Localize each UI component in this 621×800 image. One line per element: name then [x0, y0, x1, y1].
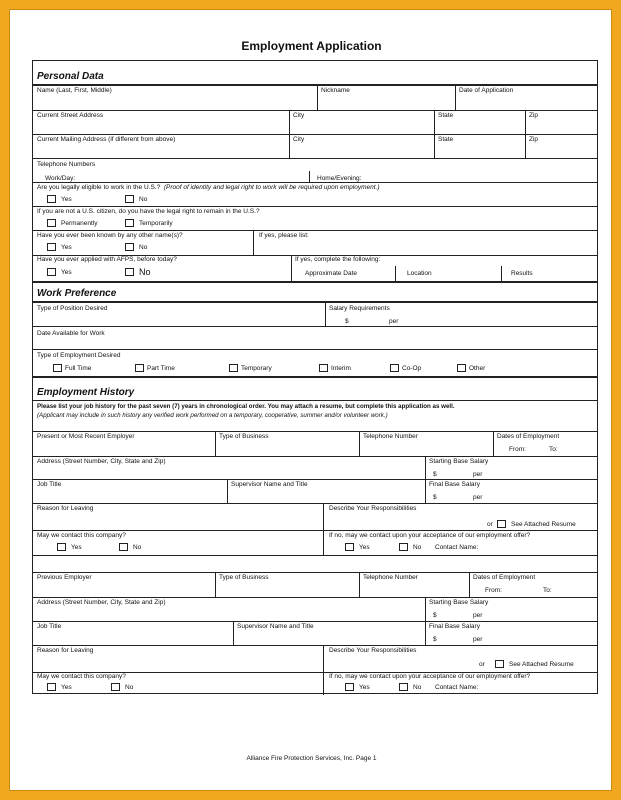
starting-salary-label-1: Starting Base Salary: [429, 458, 489, 465]
work-day-label: Work/Day:: [45, 175, 76, 182]
contact-yes-checkbox-2[interactable]: [47, 683, 56, 691]
present-employer-label: Present or Most Recent Employer: [37, 433, 135, 440]
applied-no-checkbox[interactable]: [125, 268, 134, 276]
final-dollar-1: $: [433, 494, 437, 501]
citizen-question: If you are not a U.S. citizen, do you have the legal right to remain in the U.S.?: [37, 208, 260, 215]
applied-question: Have you ever applied with AFPS, before today?: [37, 256, 177, 263]
if-yes-complete-label: If yes, complete the following:: [295, 256, 381, 263]
employment-type-label: Type of Employment Desired: [37, 352, 121, 359]
part-time-checkbox[interactable]: [135, 364, 144, 372]
acceptance-no-checkbox-1[interactable]: [399, 543, 408, 551]
acceptance-no-label-1: No: [413, 544, 422, 551]
telephone-label-1: Telephone Number: [363, 433, 418, 440]
eligible-question: Are you legally eligible to work in the U.S.? (Proof of identity and legal right to work will be required upon employment.): [37, 184, 380, 191]
contact-question-1: May we contact this company?: [37, 532, 126, 539]
mailing-state-label: State: [438, 136, 454, 143]
salary-requirements-label: Salary Requirements: [329, 305, 390, 312]
supervisor-label-2: Supervisor Name and Title: [237, 623, 314, 630]
salary-dollar-sign: $: [345, 318, 349, 325]
to-label-1: To:: [549, 446, 558, 453]
from-label-1: From:: [509, 446, 526, 453]
final-per-1: per: [473, 494, 483, 501]
final-dollar-2: $: [433, 636, 437, 643]
acceptance-yes-checkbox-1[interactable]: [345, 543, 354, 551]
see-resume-label-2: See Attached Resume: [509, 661, 574, 668]
other-names-question: Have you ever been known by any other name(s)?: [37, 232, 183, 239]
history-instructions: Please list your job history for the past seven (7) years in chronological order. You may attach a resume, but complete this application as well.: [37, 403, 455, 410]
full-time-label: Full Time: [65, 365, 92, 372]
starting-dollar-2: $: [433, 612, 437, 619]
final-per-2: per: [473, 636, 483, 643]
temporarily-checkbox[interactable]: [125, 219, 134, 227]
page-footer: Alliance Fire Protection Services, Inc. Page 1: [246, 755, 377, 762]
temporary-label: Temporary: [241, 365, 272, 372]
contact-no-label-1: No: [133, 544, 142, 551]
application-form: [32, 60, 598, 694]
supervisor-label-1: Supervisor Name and Title: [231, 481, 308, 488]
contact-acceptance-question-2: If no, may we contact upon your acceptance of our employment offer?: [329, 673, 531, 680]
final-salary-label-2: Final Base Salary: [429, 623, 480, 630]
contact-no-checkbox-2[interactable]: [111, 683, 120, 691]
eligible-no-label: No: [139, 196, 148, 203]
permanently-label: Permanently: [61, 220, 98, 227]
mailing-zip-label: Zip: [529, 136, 539, 143]
approximate-date-label: Approximate Date: [305, 270, 358, 277]
applied-yes-checkbox[interactable]: [47, 268, 56, 276]
page-title: Employment Application: [241, 39, 382, 53]
contact-name-label-1: Contact Name:: [435, 544, 479, 551]
dates-employment-label-1: Dates of Employment: [497, 433, 560, 440]
starting-per-2: per: [473, 612, 483, 619]
results-label: Results: [511, 270, 533, 277]
other-names-yes-checkbox[interactable]: [47, 243, 56, 251]
contact-yes-label-2: Yes: [61, 684, 72, 691]
address-label-2: Address (Street Number, City, State and Zip): [37, 599, 166, 606]
temporary-checkbox[interactable]: [229, 364, 238, 372]
acceptance-yes-checkbox-2[interactable]: [345, 683, 354, 691]
history-note: (Applicant may include in such history any verified work performed on a temporary, cooperative, summer and/or volunteer work.): [37, 412, 388, 419]
other-label: Other: [469, 365, 486, 372]
mailing-city-label: City: [293, 136, 305, 143]
describe-responsibilities-label-2: Describe Your Responsibilities: [329, 647, 417, 654]
eligible-no-checkbox[interactable]: [125, 195, 134, 203]
permanently-checkbox[interactable]: [47, 219, 56, 227]
zip-label: Zip: [529, 112, 539, 119]
acceptance-yes-label-1: Yes: [359, 544, 370, 551]
interim-label: Interim: [331, 365, 351, 372]
date-of-application-label: Date of Application: [459, 87, 514, 94]
dates-employment-label-2: Dates of Employment: [473, 574, 536, 581]
type-business-label-2: Type of Business: [219, 574, 269, 581]
co-op-checkbox[interactable]: [390, 364, 399, 372]
see-resume-checkbox-1[interactable]: [497, 520, 506, 528]
co-op-label: Co-Op: [402, 365, 422, 372]
other-checkbox[interactable]: [457, 364, 466, 372]
location-label: Location: [407, 270, 432, 277]
application-sheet: [9, 9, 612, 791]
city-label: City: [293, 112, 305, 119]
telephone-label: Telephone Numbers: [37, 161, 96, 168]
see-resume-label-1: See Attached Resume: [511, 521, 576, 528]
home-evening-label: Home/Evening:: [317, 175, 362, 182]
address-label-1: Address (Street Number, City, State and Zip): [37, 458, 166, 465]
starting-salary-label-2: Starting Base Salary: [429, 599, 489, 606]
telephone-label-2: Telephone Number: [363, 574, 418, 581]
interim-checkbox[interactable]: [319, 364, 328, 372]
street-address-label: Current Street Address: [37, 112, 104, 119]
mailing-address-label: Current Mailing Address (if different from above): [37, 136, 176, 143]
eligible-yes-label: Yes: [61, 196, 72, 203]
acceptance-yes-label-2: Yes: [359, 684, 370, 691]
final-salary-label-1: Final Base Salary: [429, 481, 480, 488]
contact-no-checkbox-1[interactable]: [119, 543, 128, 551]
section-personal-data: Personal Data: [37, 71, 104, 82]
starting-per-1: per: [473, 471, 483, 478]
type-business-label-1: Type of Business: [219, 433, 269, 440]
section-employment-history: Employment History: [37, 387, 135, 398]
reason-leaving-label-1: Reason for Leaving: [37, 505, 94, 512]
or-label-2: or: [479, 661, 485, 668]
previous-employer-label: Previous Employer: [37, 574, 92, 581]
contact-name-label-2: Contact Name:: [435, 684, 479, 691]
contact-yes-checkbox-1[interactable]: [57, 543, 66, 551]
job-title-label-1: Job Title: [37, 481, 62, 488]
starting-dollar-1: $: [433, 471, 437, 478]
contact-acceptance-question-1: If no, may we contact upon your acceptance of our employment offer?: [329, 532, 531, 539]
or-label-1: or: [487, 521, 493, 528]
describe-responsibilities-label-1: Describe Your Responsibilities: [329, 505, 417, 512]
part-time-label: Part Time: [147, 365, 175, 372]
nickname-label: Nickname: [321, 87, 350, 94]
position-desired-label: Type of Position Desired: [37, 305, 108, 312]
other-names-yes-label: Yes: [61, 244, 72, 251]
name-label: Name (Last, First, Middle): [37, 87, 112, 94]
job-title-label-2: Job Title: [37, 623, 62, 630]
contact-no-label-2: No: [125, 684, 134, 691]
reason-leaving-label-2: Reason for Leaving: [37, 647, 94, 654]
eligible-yes-checkbox[interactable]: [47, 195, 56, 203]
other-names-no-checkbox[interactable]: [125, 243, 134, 251]
contact-yes-label-1: Yes: [71, 544, 82, 551]
date-available-label: Date Available for Work: [37, 330, 105, 337]
to-label-2: To:: [543, 587, 552, 594]
other-names-no-label: No: [139, 244, 148, 251]
acceptance-no-checkbox-2[interactable]: [399, 683, 408, 691]
full-time-checkbox[interactable]: [53, 364, 62, 372]
section-work-preference: Work Preference: [37, 288, 117, 299]
from-label-2: From:: [485, 587, 502, 594]
state-label: State: [438, 112, 454, 119]
if-yes-list-label: If yes, please list:: [259, 232, 309, 239]
see-resume-checkbox-2[interactable]: [495, 660, 504, 668]
applied-no-label: No: [139, 267, 151, 277]
salary-per-label: per: [389, 318, 399, 325]
contact-question-2: May we contact this company?: [37, 673, 126, 680]
temporarily-label: Temporarily: [139, 220, 173, 227]
applied-yes-label: Yes: [61, 269, 72, 276]
acceptance-no-label-2: No: [413, 684, 422, 691]
